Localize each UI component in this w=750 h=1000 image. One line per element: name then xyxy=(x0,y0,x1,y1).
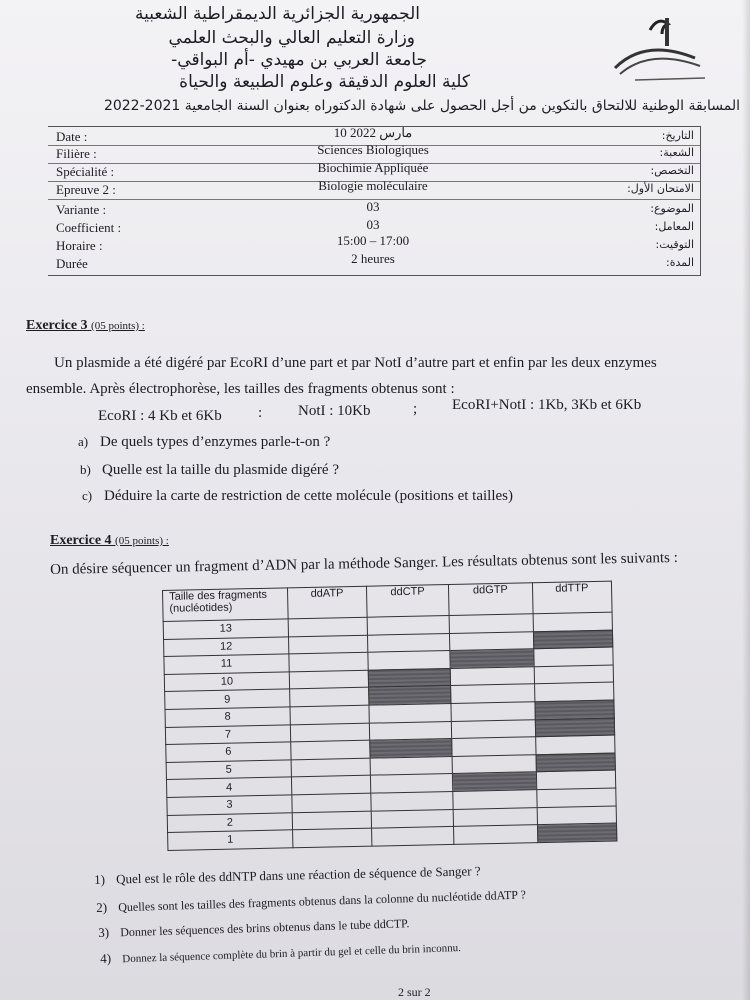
info-label: Coefficient : xyxy=(56,220,122,235)
gel-cell xyxy=(449,614,533,633)
fragment-size: 2 xyxy=(167,812,292,832)
ecori-results: EcoRI : 4 Kb et 6Kb xyxy=(98,408,222,424)
info-value: Biochimie Appliquée xyxy=(317,160,429,175)
exercise4-question-2 xyxy=(96,886,526,915)
info-value: 2 heures xyxy=(351,251,395,266)
exercise4-points: (05 points) : xyxy=(115,535,169,547)
question-number: 1) xyxy=(94,871,106,887)
exercise4-title-text: Exercice 4 xyxy=(50,533,112,548)
gel-cell xyxy=(371,809,454,828)
header-arabic-line-1: الجمهورية الجزائرية الديمقراطية الشعبية xyxy=(134,4,420,24)
fragment-size: 6 xyxy=(166,742,291,762)
gel-cell xyxy=(369,721,452,740)
info-label: Horaire : xyxy=(56,238,103,253)
question-text: Donnez la séquence complète du brin à partir du gel et celle du brin inconnu. xyxy=(122,942,462,966)
exam-info-table xyxy=(48,126,701,276)
gel-grid xyxy=(162,581,617,851)
gel-cell xyxy=(290,723,369,742)
info-value: 03 xyxy=(366,217,380,232)
exercise3-question-a xyxy=(78,434,330,451)
question-letter: b) xyxy=(80,462,91,477)
gel-cell xyxy=(536,788,616,807)
info-label: Epreuve 2 : xyxy=(56,182,116,197)
info-value: Biologie moléculaire xyxy=(318,178,428,193)
gel-cell xyxy=(450,667,534,686)
gel-band xyxy=(450,649,534,668)
gel-cell xyxy=(535,735,615,754)
gel-cell xyxy=(534,665,614,684)
info-label: Durée xyxy=(56,256,88,271)
header-arabic-line-2: وزارة التعليم العالي والبحث العلمي xyxy=(168,28,415,48)
question-letter: c) xyxy=(82,488,93,503)
fragment-size: 10 xyxy=(164,672,289,692)
info-value: 03 xyxy=(366,199,380,214)
question-text: Déduire la carte de restriction de cette molécule (positions et tailles) xyxy=(104,488,513,504)
question-text: Quelles sont les tailles des fragments obtenus dans la colonne du nucléotide ddATP ? xyxy=(118,887,527,915)
noti-results: NotI : 10Kb xyxy=(298,403,371,419)
exercise3-question-b xyxy=(80,462,339,479)
info-value: 10 مارس 2022 xyxy=(333,125,413,140)
exercise3-question-c xyxy=(82,488,513,505)
fragment-size: 5 xyxy=(166,760,291,780)
gel-cell xyxy=(367,633,450,652)
gel-band xyxy=(535,718,615,737)
gel-cell xyxy=(536,770,616,789)
info-row-epreuve xyxy=(48,178,700,199)
exercise3-points: (05 points) : xyxy=(91,320,145,332)
exercise3-title-text: Exercice 3 xyxy=(26,318,88,333)
question-letter: a) xyxy=(78,434,89,449)
question-number: 2) xyxy=(96,899,108,915)
gel-cell xyxy=(289,635,368,654)
question-number: 4) xyxy=(100,950,112,966)
gel-band xyxy=(370,739,453,758)
info-arabic-label: التخصص: xyxy=(650,164,694,177)
gel-cell xyxy=(289,670,368,689)
gel-cell xyxy=(452,754,536,773)
gel-band xyxy=(452,772,536,791)
gel-band xyxy=(535,700,615,719)
info-value: Sciences Biologiques xyxy=(317,142,429,157)
info-label: Filière : xyxy=(56,146,97,161)
exercise4-question-1 xyxy=(94,863,481,888)
fragment-size: 3 xyxy=(167,795,292,815)
gel-cell xyxy=(370,756,453,775)
page-edge-shadow xyxy=(742,0,750,1000)
exercise4-intro: On désire séquencer un fragment d’ADN par la méthode Sanger. Les résultats obtenus sont les suivants : xyxy=(50,549,678,578)
double-digest-results: EcoRI+NotI : 1Kb, 3Kb et 6Kb xyxy=(452,397,642,413)
fragment-size: 4 xyxy=(166,777,291,797)
separator-semicolon: ; xyxy=(413,401,418,417)
info-arabic-label: المدة: xyxy=(665,256,694,269)
question-text: Quel est le rôle des ddNTP dans une réaction de séquence de Sanger ? xyxy=(115,863,481,887)
lane-header-ddttp: ddTTP xyxy=(532,581,612,614)
gel-cell xyxy=(369,703,452,722)
fragment-size: 8 xyxy=(165,707,290,727)
fragment-size: 13 xyxy=(163,619,288,639)
competition-title: المسابقة الوطنية للالتحاق بالتكوين من أجل الحصول على شهادة الدكتوراه بعنوان السنة الجامعية 2021-2022 xyxy=(103,98,740,114)
exercise3-intro-line2: ensemble. Après électrophorèse, les tailles des fragments obtenus sont : xyxy=(26,381,455,397)
gel-cell xyxy=(290,688,369,707)
gel-cell xyxy=(454,825,538,844)
gel-band xyxy=(533,630,613,649)
gel-cell xyxy=(451,719,535,738)
info-label: Variante : xyxy=(56,202,107,217)
separator-colon: : xyxy=(258,405,263,421)
exam-header xyxy=(40,0,740,125)
gel-cell xyxy=(533,612,613,631)
lane-header-ddgtp: ddGTP xyxy=(448,583,532,616)
gel-band xyxy=(368,686,451,705)
fragment-size: 9 xyxy=(165,689,290,709)
gel-cell xyxy=(451,684,535,703)
gel-cell xyxy=(534,682,614,701)
gel-cell xyxy=(367,615,450,634)
gel-cell xyxy=(288,617,367,636)
gel-cell xyxy=(371,791,454,810)
gel-cell xyxy=(291,740,370,759)
info-label: Spécialité : xyxy=(56,164,115,179)
gel-cell xyxy=(537,806,617,825)
exercise3-intro-line1: Un plasmide a été digéré par EcoRI d’une part et par NotI d’autre part et enfin par les deux enzymes xyxy=(54,355,657,371)
lane-header-ddatp: ddATP xyxy=(287,586,366,619)
gel-cell xyxy=(291,776,370,795)
size-column-header: Taille des fragments (nucléotides) xyxy=(163,588,289,622)
info-arabic-label: المعامل: xyxy=(654,220,694,233)
fragment-size: 12 xyxy=(164,636,289,656)
question-number: 3) xyxy=(98,924,110,940)
gel-band xyxy=(537,823,617,842)
gel-band xyxy=(536,753,616,772)
gel-cell xyxy=(291,758,370,777)
exercise4-question-4 xyxy=(100,939,461,967)
header-arabic-line-3: جامعة العربي بن مهيدي -أم البواقي- xyxy=(171,50,427,70)
gel-cell xyxy=(453,790,537,809)
exercise3-title xyxy=(26,318,145,334)
header-arabic-line-4: كلية العلوم الدقيقة وعلوم الطبيعة والحياة xyxy=(179,72,470,92)
fragment-size: 7 xyxy=(165,724,290,744)
question-text: Quelle est la taille du plasmide digéré ? xyxy=(102,462,339,478)
gel-cell xyxy=(292,793,371,812)
info-arabic-label: التوقيت: xyxy=(655,238,694,251)
gel-cell xyxy=(452,737,536,756)
page-number: 2 sur 2 xyxy=(398,985,431,999)
gel-cell xyxy=(453,807,537,826)
gel-cell xyxy=(533,647,613,666)
info-arabic-label: الشعبة: xyxy=(659,146,694,159)
sanger-gel-table xyxy=(162,580,622,869)
exercise4-title xyxy=(50,533,169,549)
gel-cell xyxy=(370,774,453,793)
info-row-duree xyxy=(48,251,700,273)
info-label: Date : xyxy=(56,129,88,144)
exercise4-question-3 xyxy=(98,915,410,941)
fragment-size: 11 xyxy=(164,654,289,674)
gel-cell xyxy=(451,702,535,721)
info-arabic-label: الامتحان الأول: xyxy=(627,182,694,195)
gel-cell xyxy=(449,631,533,650)
lane-header-ddctp: ddCTP xyxy=(366,584,449,617)
question-text: De quels types d’enzymes parle-t-on ? xyxy=(100,434,331,450)
gel-cell xyxy=(289,652,368,671)
gel-cell xyxy=(371,827,454,846)
info-arabic-label: التاريخ: xyxy=(661,129,694,142)
info-value: 15:00 – 17:00 xyxy=(336,233,410,248)
fragment-size: 1 xyxy=(168,830,293,850)
info-arabic-label: الموضوع: xyxy=(650,202,694,215)
gel-band xyxy=(368,668,451,687)
gel-cell xyxy=(290,705,369,724)
gel-cell xyxy=(292,811,371,830)
gel-cell xyxy=(368,651,451,670)
gel-cell xyxy=(293,828,372,847)
question-text: Donner les séquences des brins obtenus dans le tube ddCTP. xyxy=(120,916,410,940)
university-logo-icon xyxy=(595,8,715,88)
